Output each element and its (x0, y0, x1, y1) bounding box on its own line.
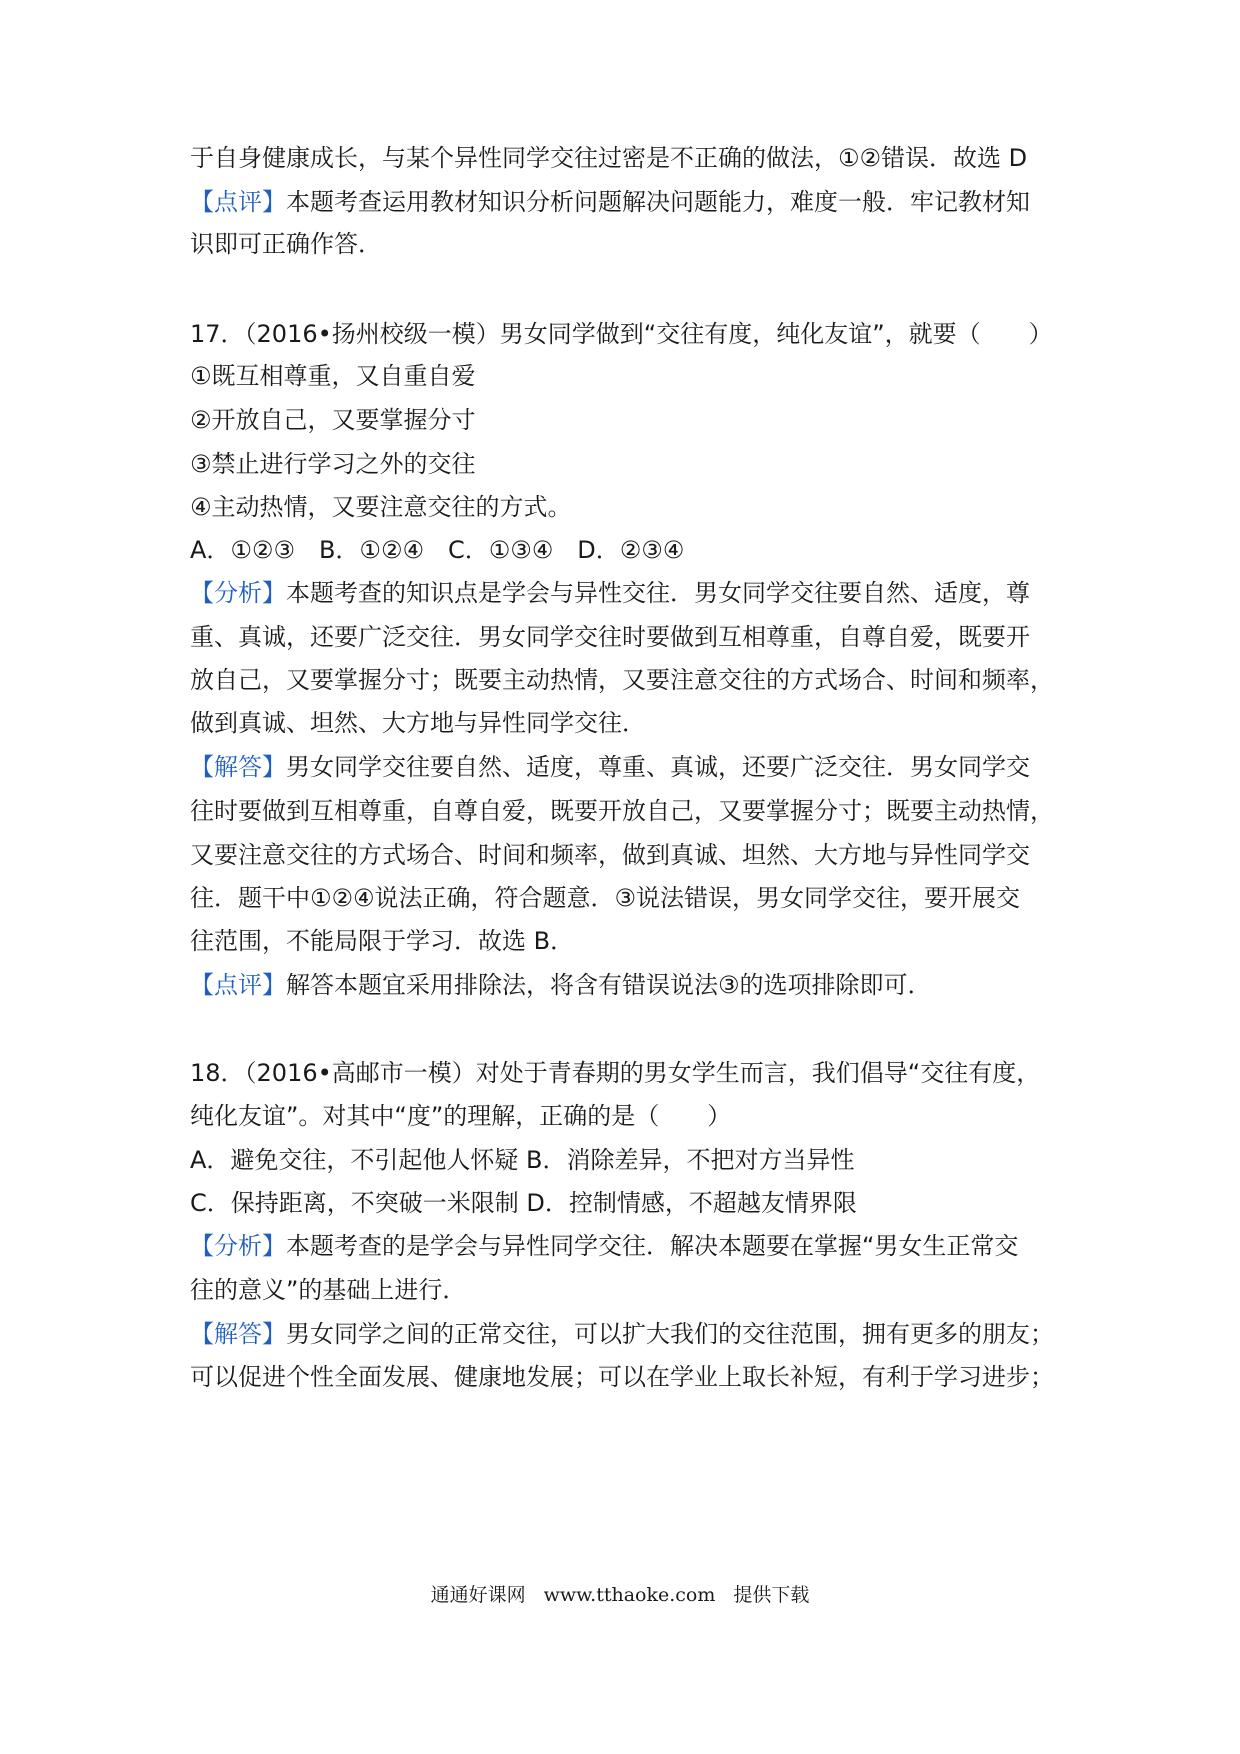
q18-analysis: 【分析】本题考查的是学会与异性同学交往．解决本题要在掌握“男女生正常交 (190, 1232, 1019, 1260)
q17-analysis-cont: 放自己，又要掌握分寸；既要主动热情，又要注意交往的方式场合、时间和频率， (190, 666, 1054, 694)
q17-answer: 【解答】男女同学交往要自然、适度，尊重、真诚，还要广泛交往．男女同学交 (190, 753, 1030, 781)
q17-item-4: ④主动热情，又要注意交往的方式。 (190, 493, 572, 521)
q17-answer-cont: 往时要做到互相尊重，自尊自爱，既要开放自己，又要掌握分寸；既要主动热情， (190, 797, 1054, 825)
q17-stem: 17．（2016•扬州校级一模）男女同学做到“交往有度，纯化友谊”，就要（ ） (190, 320, 1053, 348)
q17-answer-cont: 往范围，不能局限于学习．故选 B． (190, 927, 575, 955)
q17-answer-cont: 往．题干中①②④说法正确，符合题意．③说法错误，男女同学交往，要开展交 (190, 884, 1021, 912)
q18-answer-cont: 可以促进个性全面发展、健康地发展；可以在学业上取长补短，有利于学习进步； (190, 1363, 1054, 1391)
q18-stem-cont: 纯化友谊”。对其中“度”的理解，正确的是（ ） (190, 1102, 732, 1130)
comment-tag: 【点评】 (190, 188, 286, 216)
q16-comment-cont: 识即可正确作答． (190, 230, 382, 258)
q17-analysis-cont: 做到真诚、坦然、大方地与异性同学交往． (190, 709, 646, 737)
analysis-tag: 【分析】 (190, 579, 286, 607)
footer-url[interactable]: www.tthaoke.com (543, 1584, 716, 1606)
q18-analysis-cont: 往的意义”的基础上进行． (190, 1276, 467, 1304)
page-footer (0, 1582, 1240, 1608)
q17-analysis-cont: 重、真诚，还要广泛交往．男女同学交往时要做到互相尊重，自尊自爱，既要开 (190, 623, 1030, 651)
footer-note: 提供下载 (733, 1584, 810, 1606)
q17-item-3: ③禁止进行学习之外的交往 (190, 450, 476, 478)
q17-analysis: 【分析】本题考查的知识点是学会与异性交往．男女同学交往要自然、适度，尊 (190, 579, 1030, 607)
q18-answer: 【解答】男女同学之间的正常交往，可以扩大我们的交往范围，拥有更多的朋友； (190, 1320, 1054, 1348)
q18-options-cd: C．保持距离，不突破一米限制 D．控制情感，不超越友情界限 (190, 1189, 857, 1217)
q18-stem: 18．（2016•高邮市一模）对处于青春期的男女学生而言，我们倡导“交往有度， (190, 1059, 1041, 1087)
q16-comment: 【点评】本题考查运用教材知识分析问题解决问题能力，难度一般．牢记教材知 (190, 188, 1030, 216)
q18-options-ab: A．避免交往，不引起他人怀疑 B．消除差异，不把对方当异性 (190, 1146, 855, 1174)
answer-tag: 【解答】 (190, 1320, 286, 1348)
q17-item-2: ②开放自己，又要掌握分寸 (190, 406, 476, 434)
comment-tag: 【点评】 (190, 971, 286, 999)
footer-site-name: 通通好课网 (430, 1584, 526, 1606)
analysis-tag: 【分析】 (190, 1232, 286, 1260)
q17-item-1: ①既互相尊重，又自重自爱 (190, 362, 476, 390)
q17-options: A．①②③ B．①②④ C．①③④ D．②③④ (190, 536, 685, 564)
q16-conclusion-line: 于自身健康成长，与某个异性同学交往过密是不正确的做法，①②错误．故选 D (190, 144, 1028, 172)
q17-comment: 【点评】解答本题宜采用排除法，将含有错误说法③的选项排除即可． (190, 971, 932, 999)
q17-answer-cont: 又要注意交往的方式场合、时间和频率，做到真诚、坦然、大方地与异性同学交 (190, 841, 1030, 869)
answer-tag: 【解答】 (190, 753, 286, 781)
